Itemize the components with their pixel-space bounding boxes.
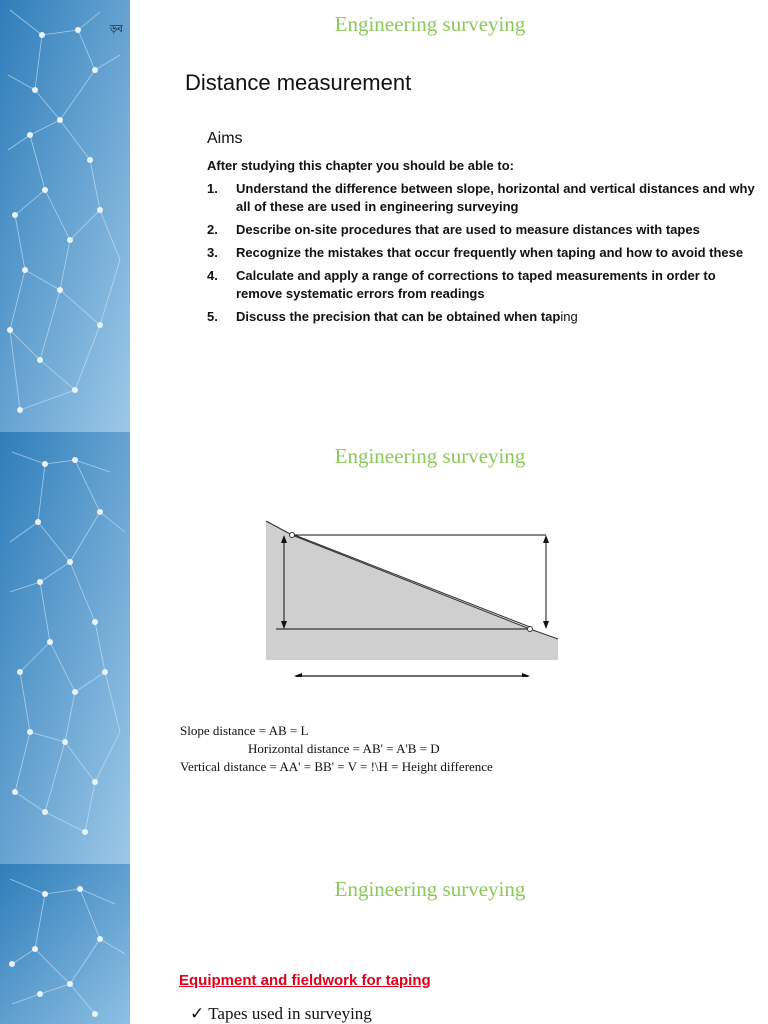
list-item: 1. Understand the difference between slope, horizontal and vertical distances and why all of these are used in engineering surveying (207, 181, 755, 214)
list-item: 5. Discuss the precision that can be obtained when taping (207, 309, 578, 324)
intro-text: After studying this chapter you should be able to: (207, 158, 514, 173)
section-heading: Aims (207, 130, 243, 147)
page-title: Distance measurement (185, 70, 412, 95)
slide-2 (0, 432, 768, 864)
slide-3 (0, 864, 768, 1024)
slide-header: Engineering surveying (334, 877, 526, 901)
corner-mark: ড়ব (110, 24, 123, 35)
horizontal-formula: Horizontal distance = AB' = A'B = D (248, 741, 440, 756)
check-icon: ✓ (190, 1004, 205, 1023)
network-pattern-panel (0, 0, 130, 432)
network-pattern-panel (0, 864, 130, 1024)
list-item: 3. Recognize the mistakes that occur frequently when taping and how to avoid these (207, 245, 744, 260)
slope-distance-diagram (262, 517, 564, 677)
section-subtitle: Equipment and fieldwork for taping (179, 972, 431, 989)
aims-list (207, 180, 757, 331)
slide-header: Engineering surveying (334, 444, 526, 468)
bullet-text: Tapes used in surveying (208, 1004, 372, 1023)
slide-header: Engineering surveying (334, 12, 526, 36)
network-pattern-panel (0, 432, 130, 864)
slope-formula: Slope distance = AB = L (180, 723, 309, 738)
list-item: 2. Describe on-site procedures that are used to measure distances with tapes (207, 222, 700, 237)
vertical-formula: Vertical distance = AA' = BB' = V = !\H = Height difference (180, 759, 493, 774)
slide-1 (0, 0, 768, 432)
list-item (190, 1004, 372, 1024)
list-item: 4. Calculate and apply a range of corrections to taped measurements in order to remove systematic errors from readings (207, 268, 716, 301)
